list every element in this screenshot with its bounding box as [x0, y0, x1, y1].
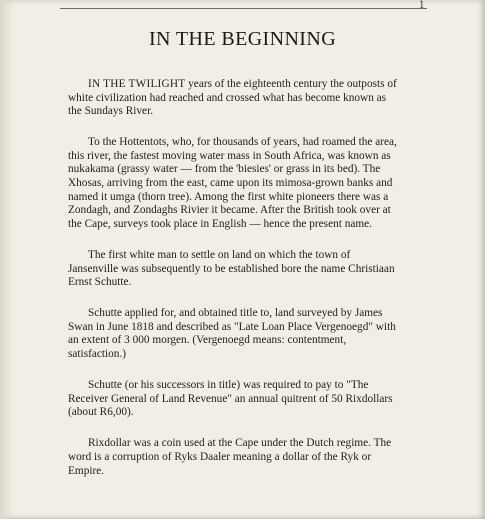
- header-rule: [60, 8, 427, 9]
- paragraph-text: The first white man to settle on land on which the town of Jansenville was subsequently to be established bore the name Christiaan Ernst Schutte.: [68, 248, 395, 289]
- paragraph-text: To the Hottentots, who, for thousands of years, had roamed the area, this river, the fastest moving water mass in South Africa, was known as nukakama (grassy water — from the 'biesies' or grass in its bed). The Xhosas, arriving from the east, came upon its mimosa-grown banks and named it umga (thorn tree). Among the first white pioneers there was a Zondagh, and Zondaghs Rivier it became. After the British took over at the Cape, surveys took place in English — hence the present name.: [68, 136, 397, 230]
- chapter-body: [68, 78, 400, 496]
- paragraph-1: [68, 78, 400, 119]
- paragraph-4: [68, 307, 400, 361]
- paragraph-3: [68, 249, 400, 290]
- paragraph-6: [68, 437, 400, 478]
- paragraph-lead-caps: IN THE TWILIGHT: [88, 78, 186, 90]
- chapter-title: IN THE BEGINNING: [148, 28, 337, 50]
- page-number: 1: [418, 0, 425, 11]
- paragraph-2: [68, 136, 400, 231]
- paragraph-text: years of the eighteenth century the outposts of white civilization had reached and crossed what has become known as the Sundays River.: [68, 78, 397, 118]
- paragraph-text: Schutte applied for, and obtained title to, land surveyed by James Swan in June 1818 and described as "Late Loan Place Vergenoegd" with an extent of 3 000 morgen. (Vergenoegd means: contentment, satisfaction.): [68, 307, 396, 360]
- paragraph-text: Schutte (or his successors in title) was required to pay to "The Receiver General of Land Revenue" an annual quitrent of 50 Rixdollars (about R6,00).: [68, 379, 393, 419]
- paragraph-text: Rixdollar was a coin used at the Cape under the Dutch regime. The word is a corruption of Ryks Daaler meaning a dollar of the Ryk or Empire.: [68, 437, 392, 477]
- page-gutter-shadow: [0, 0, 14, 519]
- paragraph-5: [68, 379, 400, 420]
